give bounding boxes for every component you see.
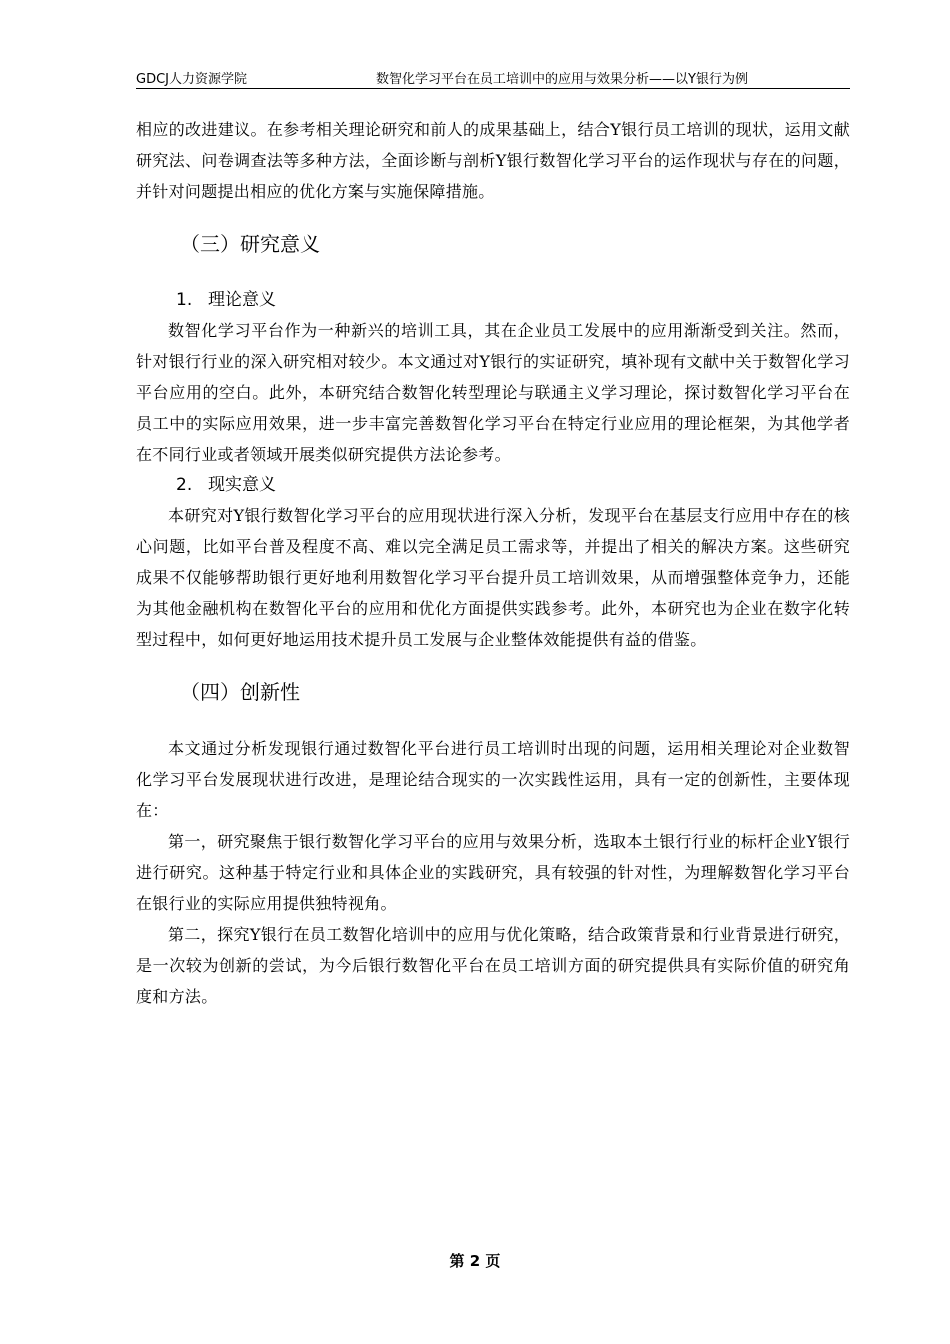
subsection-heading-theory	[136, 285, 850, 315]
page-content	[136, 114, 850, 1012]
subsection-title: 理论意义	[208, 290, 276, 310]
paragraph-innovation-intro: 本文通过分析发现银行通过数智化平台进行员工培训时出现的问题，运用相关理论对企业数智化学习平台发展现状进行改进，是理论结合现实的一次实践性运用，具有一定的创新性，主要体现在：	[136, 739, 850, 820]
paragraph-continuation: 相应的改进建议。在参考相关理论研究和前人的成果基础上，结合Y银行员工培训的现状，运用文献研究法、问卷调查法等多种方法，全面诊断与剖析Y银行数智化学习平台的运作现状与存在的问题，并针对问题提出相应的优化方案与实施保障措施。	[136, 120, 850, 201]
subsection-title: 现实意义	[208, 475, 276, 495]
header-institution: GDCJ人力资源学院	[136, 72, 247, 87]
page-header	[136, 66, 850, 89]
section-heading-significance: （三）研究意义	[180, 232, 320, 256]
page-number: 第 2 页	[449, 1252, 501, 1270]
paragraph-innovation-first: 第一，研究聚焦于银行数智化学习平台的应用与效果分析，选取本土银行行业的标杆企业Y银行进行研究。这种基于特定行业和具体企业的实践研究，具有较强的针对性，为理解数智化学习平台在银行业的实际应用提供独特视角。	[136, 832, 850, 913]
paragraph-innovation-second: 第二，探究Y银行在员工数智化培训中的应用与优化策略，结合政策背景和行业背景进行研究，是一次较为创新的尝试，为今后银行数智化平台在员工培训方面的研究提供具有实际价值的研究角度和方法。	[136, 925, 850, 1006]
section-heading-innovation: （四）创新性	[180, 680, 300, 704]
subsection-number: 2.	[176, 475, 193, 495]
subsection-number: 1.	[176, 290, 193, 310]
header-title: 数智化学习平台在员工培训中的应用与效果分析——以Y银行为例	[376, 72, 748, 87]
paragraph-practice: 本研究对Y银行数智化学习平台的应用现状进行深入分析，发现平台在基层支行应用中存在的核心问题，比如平台普及程度不高、难以完全满足员工需求等，并提出了相关的解决方案。这些研究成果不仅能够帮助银行更好地利用数智化学习平台提升员工培训效果，从而增强整体竞争力，还能为其他金融机构在数智化平台的应用和优化方面提供实践参考。此外，本研究也为企业在数字化转型过程中，如何更好地运用技术提升员工发展与企业整体效能提供有益的借鉴。	[136, 506, 850, 649]
subsection-heading-practice	[136, 470, 850, 500]
paragraph-theory: 数智化学习平台作为一种新兴的培训工具，其在企业员工发展中的应用渐渐受到关注。然而，针对银行行业的深入研究相对较少。本文通过对Y银行的实证研究，填补现有文献中关于数智化学习平台应用的空白。此外，本研究结合数智化转型理论与联通主义学习理论，探讨数智化学习平台在员工中的实际应用效果，进一步丰富完善数智化学习平台在特定行业应用的理论框架，为其他学者在不同行业或者领域开展类似研究提供方法论参考。	[136, 321, 850, 464]
